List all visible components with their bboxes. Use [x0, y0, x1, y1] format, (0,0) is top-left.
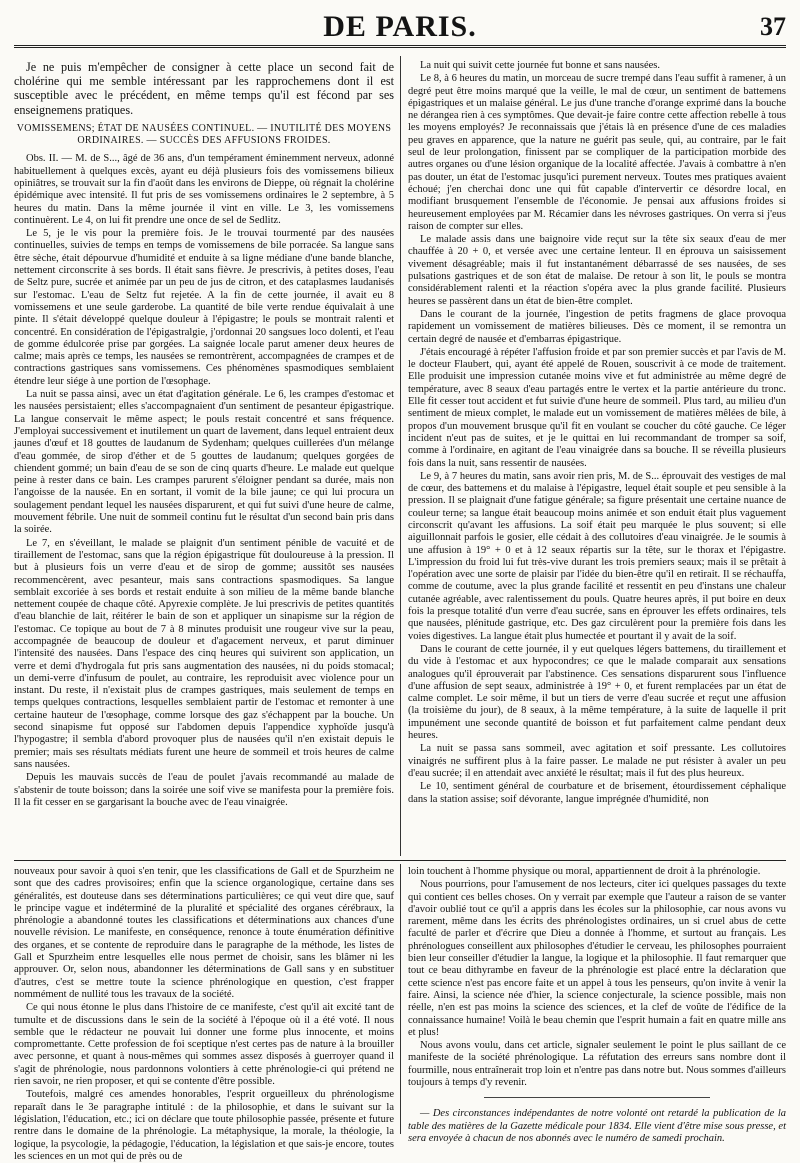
masthead-rule	[14, 45, 786, 48]
column-divider-top	[400, 56, 401, 856]
body-paragraph: Le 7, en s'éveillant, le malade se plaignit d'un sentiment pénible de vacuité et de tiraillement de l'estomac, sans que la région épigastrique fût douloureuse à la pression. Il but à plusieurs fois un verre d'eau et de sirop de gomme; aussitôt ses nausées recommencèrent, avec pesanteur, mais sans contractions spasmodiques. Sa langue semblait excoriée à ses bords et restait enduite à son milieu de la même bande blanche nettement coupée de chaque côté. Apyrexie complète. Je lui prescrivis de petites quantités d'eau blanchie de lait, réitérer le bain de son et appliquer un sinapisme sur la région de l'estomac. Ce topique au bout de 7 à 8 minutes produisit une rougeur vive sur la peau, accompagnée de beaucoup de douleur et d'agacement nerveux, et parut diminuer l'intensité des nausées. Dans l'espace des cinq heures qui suivirent son application, un verre et demi d'hydrogala fut pris sans augmentation des nausées, ni du poids stomacal; un demi-verre d'infusum de poulet, au contraire, les reproduisit avec violence pour un instant. Du reste, il n'existait plus de crampes gastriques, mais seulement de temps en temps quelques contractions, lesquelles semblaient partir de l'estomac et remonter à une certaine hauteur de l'œsophage, comme lorsque des gaz s'échappent par la bouche. Un second sinapisme fut opposé sur l'abdomen depuis l'appendice xyphoïde jusqu'à l'hypogastre; il sembla d'abord provoquer plus de nausées qu'il n'en existait depuis le premier; mais ses résultats médiats furent une heure de sommeil et trois heures de calme sans nausées.	[14, 537, 394, 770]
editorial-note: — Des circonstances indépendantes de notre volonté ont retardé la publication de la table des matières de la Gazette médicale pour 1834. Elle vient d'être mise sous presse, et sera envoyée à chacun de nos abonnés avec le numéro de samedi prochain.	[408, 1108, 786, 1144]
body-paragraph: Nous pourrions, pour l'amusement de nos lecteurs, citer ici quelques passages du texte qui contient ces belles choses. On y verrait par exemple que l'auteur a raison de se vanter d'avoir oublié tout ce qu'il a appris dans les écoles sur la philosophie, car nous avons vu rarement, même dans les écrits des phrénologistes ordinaires, un si cruel abus de cette faculté de parler et d'écrire que Dieu a donnée à l'homme, et surtout au français. Les phrénologues conseillent aux philosophes d'étudier le cerveau, les philosophes pourraient bien leur conseiller d'étudier la langue, la logique et la philosophie. Il faut remarquer que tout ce beau dithyrambe en faveur de la phrénologie est placé entre la déclaration que cette science n'est pas encore faite et un appel à tous les penseurs, qu'on invite à venir la faire. Ainsi, la science née d'hier, la science conjecturale, la science possible, mais non réelle, n'en est pas moins la science des sciences, et la clef de voûte de l'édifice de la connaissance humaine! Voilà le beau chemin que l'esprit humain a fait en quatre mille ans et plus!	[408, 879, 786, 1038]
body-paragraph: Le 9, à 7 heures du matin, sans avoir rien pris, M. de S... éprouvait des vestiges de mal de cœur, des battemens et du malaise à l'épigastre, lequel était souple et peu sensible à la pression. Il se plaignait d'une fatigue générale; sa figure présentait une certaine nuance de couleur terne; sa langue était beaucoup moins animée et son enduit était plus vaguement circonscrit qu'avant les affusions. La soif était peu marquée le plus souvent; si elle aiguillonnait parfois le gosier, elle cédait à des collutoires d'eau vinaigrée. Je le soumis à une affusion à 19° + 0 et à 12 seaux répartis sur la tête, sur le thorax et l'épigastre. L'impression du froid lui fut très-vive durant les trois premiers seaux; mais il se prêtait à l'opération avec une sorte de plaisir par l'idée du bien-être qu'il en retirait. Il se réchauffa, comme de coutume, avec la plus grande facilité et ressentit en peu d'instans une chaleur cutanée agréable, avec ralentissement du pouls. Quatre heures après, il put boire en deux fois la presque totalité d'un verre d'eau sucrée, sans en éprouver les effets ordinaires, tels que nausées, plénitude gastrique, etc. Des gaz circulèrent pour la première fois dans les voies digestives. La langue était plus humectée et pourtant il y avait de la soif.	[408, 470, 786, 642]
body-paragraph: Depuis les mauvais succès de l'eau de poulet j'avais recommandé au malade de s'abstenir de toute boisson; dans la soirée une soif vive se manifesta pour la première fois. Il la fit cesser en se gargarisant la bouche avec de l'eau vinaigrée.	[14, 772, 394, 808]
page-number: 37	[760, 12, 786, 41]
right-column-top	[408, 60, 786, 855]
body-paragraph: J'étais encouragé à répéter l'affusion froide et par son premier succès et par l'avis de M. le docteur Flaubert, qui, ayant été appelé de Rouen, souscrivit à ce mode de traitement. Elle produisit une impression cutanée moins vive et fut administrée au même degré de température, avec 8 seaux d'eau partagés entre le vertex et la partie antérieure du tronc. Elle fit cesser tout accident et fut suivie d'une heure de sommeil. Plus tard, au milieu d'un sentiment de mieux complet, le malade eut un vomissement de matières mêlées de bile, à propos d'un mouvement brusque qu'il fit en voulant se coucher du côté gauche. Ce léger incident n'eut pas de suites, et je le quittai en lui recommandant de tromper sa soif, comme à l'ordinaire, en agitant de l'eau vinaigrée dans sa bouche. Il se réveilla plusieurs fois dans la nuit, sans ressentir de nausées.	[408, 346, 786, 469]
body-paragraph: Nous avons voulu, dans cet article, signaler seulement le point le plus saillant de ce manifeste de la société phrénologique. La réfutation des erreurs sans nombre dont il fourmille, nous entraînerait trop loin et n'entre pas dans notre but. Nous sommes d'ailleurs toujours à temps d'y revenir.	[408, 1040, 786, 1089]
body-paragraph: Toutefois, malgré ces amendes honorables, l'esprit orgueilleux du phrénologisme reparaît dans le 3e paragraphe intitulé : de la philosophie, et dans le suivant sur la législation, l'éducation, etc.; ici on déclare que toute philosophie passée, présente et future rentre dans le domaine de la phrénologie. La métaphysique, la morale, la théologie, la logique, la psycologie, la pédagogie, l'éducation, la législation et que sais-je encore, toutes les sciences en un mot qui de près ou de	[14, 1089, 394, 1162]
column-divider-bottom	[400, 864, 401, 1134]
intro-paragraph: Je ne puis m'empêcher de consigner à cette place un second fait de cholérine qui me semble intéressant par les rapprochemens dont il est susceptible avec le précédent, en même temps qu'il est fécond par ses enseignemens pratiques.	[14, 60, 394, 117]
body-paragraph: La nuit qui suivit cette journée fut bonne et sans nausées.	[420, 60, 660, 71]
left-column-bottom	[14, 866, 394, 1162]
observation-heading: VOMISSEMENS; ÉTAT DE NAUSÉES CONTINUEL. — INUTILITÉ DES MOYENS ORDINAIRES. — SUCCÈS DES AFFUSIONS FROIDES.	[16, 122, 392, 147]
body-paragraph: La nuit se passa sans sommeil, avec agitation et soif pressante. Les collutoires vinaigrés ne suffirent plus à la faire passer. Le malade ne put résister à avaler un peu d'eau sucrée; il en attendait avec anxiété le résultat; mais il fut des plus heureux.	[408, 743, 786, 779]
right-column-bottom	[408, 866, 786, 1144]
newspaper-title: DE PARIS.	[323, 10, 477, 43]
body-paragraph: Le 8, à 6 heures du matin, un morceau de sucre trempé dans l'eau suffit à ramener, à un degré peut être moins marqué que la veille, le mal de cœur, un sentiment de battemens épigastriques et un malaise général. Le jus d'une tranche d'orange exprimé dans la bouche ne dérangea rien à ces symptômes. Que devait-je faire contre cette affection rebelle à tous les moyens employés? Je reconnaissais que j'étais là en présence d'une de ces maladies peu graves en apparence, que la nature ne guérit pas seule, qui, au contraire, par le fait seul de leur prolongation, finissent par se compliquer de la participation morbide des autres organes ou d'une lésion organique de la localité affectée. J'avais à combattre à n'en pas douter, un état de l'estomac jusqu'ici purement nerveux. Toutes mes pratiques avaient échoué; j'en cherchai donc une qui fût capable d'intervertir ce désordre local, en modifiant brusquement l'ensemble de l'économie. Je pensai aux affusions froides si heureusement employées par M. Récamier dans les névroses gastriques. On verra si j'eus raison de compter sur elles.	[408, 73, 786, 232]
body-paragraph: Dans le courant de la journée, l'ingestion de petits fragmens de glace provoqua rapidement un vomissement de matières bilieuses. Dès ce moment, il se remontra un certain degré de nausée et d'embarras épigastrique.	[408, 308, 786, 345]
body-paragraph: Ce qui nous étonne le plus dans l'histoire de ce manifeste, c'est qu'il ait excité tant de tumulte et de discussions dans le sein de la société à l'époque où il a été voté. Il nous semble que le rédacteur ne pouvait lui donner une forme plus innocente, et moins compromettante. Cette profession de foi sceptique n'est certes pas de nature à la brouiller avec personne, et quant à nous-mêmes qui sommes assez disposés à guerroyer quand il s'agit de phrénologie, nous pardonnons volontiers à cette phrénologie-ci qui prétend ne rien savoir, ne rien proposer, et qui se contente d'être possible.	[14, 1002, 394, 1088]
body-paragraph: loin touchent à l'homme physique ou moral, appartiennent de droit à la phrénologie.	[408, 866, 761, 877]
body-paragraph: Le 5, je le vis pour la première fois. Je le trouvai tourmenté par des nausées continuelles, suivies de temps en temps de vomissemens de bile porracée. Sa langue sans être sèche, était dépourvue d'humidité et enduite à sa ligne médiane d'une bande blanche, nettement circonscrite à ses bords. Il était sans fièvre. Je prescrivis, à petites doses, l'eau de Seltz pure, sucrée et animée par un peu de jus de citron, et des cataplasmes laudanisés sur l'estomac. L'eau de Seltz fut rejetée. A la fin de cette journée, il avait eu 8 vomissemens et une seule garderobe. La quantité de bile verte rendue équivalait à une pinte. Il s'était développé quelque douleur à l'épigastre; le pouls se montrait ralenti et concentré. En considération de l'épigastralgie, j'ordonnai 20 sangsues loco dolenti, et l'eau de gomme édulcorée prise par gorgées. La saignée locale parut amener deux heures de calme; mais après ce temps, les nausées se remontrèrent, accompagnées de crampes et de contractions gastriques sans vomissemens. Ces phénomènes spasmodiques semblaient étendre leur siége à une portion de l'œsophage.	[14, 228, 394, 387]
left-column-top	[14, 60, 394, 855]
body-paragraph: Obs. II. — M. de S..., âgé de 36 ans, d'un tempérament éminemment nerveux, adonné habituellement à quelques excès, ayant eu déjà plusieurs fois des vomissemens bilieux opiniâtres, se trouvait sur la fin d'août dans les environs de Dieppe, où régnait la cholérine épidémique avec intensité. Il fut pris de ses vomissemens ordinaires le 2 septembre, à 5 heures du matin. Dans la même journée il vint en ville. Le 3, les vomissemens continuèrent. Le 4, on lui fit prendre une once de sel de Sedlitz.	[14, 153, 394, 226]
body-paragraph: Le 10, sentiment général de courbature et de brisement, étourdissement céphalique dans la station assise; soif dévorante, langue imprégnée d'humidité, non	[408, 781, 786, 805]
body-paragraph: La nuit se passa ainsi, avec un état d'agitation générale. Le 6, les crampes d'estomac et les nausées persistaient; elles s'accompagnaient d'un sentiment de pesanteur épigastrique. La langue conservait le même aspect; le pouls restait concentré et sans fréquence. J'employai successivement et inutilement un quart de lavement, dans lequel entraient deux jaunes d'œuf et 18 gouttes de laudanum de Sydenham; quelques cuillerées d'un mélange d'eau gommée, de sirop d'éther et de 5 gouttes de laudanum; quelques gorgées de chiendent gommé; un bain d'eau de se son de cinq quarts d'heure. Le malade eut quelque peine à rester dans ce bain. Les crampes parurent s'éloigner pendant sa durée, mais non l'angoisse de la nausée. En en sortant, il vomit de la bile jaune; ce qui lui procura un soulagement pendant lequel les nausées disparurent, et qui fut suivi d'une heure de calme, mouvement fébrile. Une nuit de sommeil continu fut le résultat d'un second bain pris dans la soirée.	[14, 389, 394, 536]
masthead	[14, 8, 786, 48]
body-paragraph: Le malade assis dans une baignoire vide reçut sur la tête six seaux d'eau de mer chauffée à 20 + 0, et versée avec une certaine lenteur. Il en éprouva un saisissement vivement désagréable; mais il fut instantanément débarrassé de ses nausées, de ses pulsations gastriques et de son état de malaise. De retour à son lit, le pouls se montra considérablement ralenti et la réaction s'opéra avec la plus grande facilité. Plusieurs heures se passèrent dans un état de bien-être complet.	[408, 234, 786, 307]
body-paragraph: Dans le courant de cette journée, il y eut quelques légers battemens, du tiraillement et du vide à l'estomac et aux hypocondres; ce que le malade comparait aux sensations analogues qu'il éprouverait par l'abstinence. Ces sensations disparurent sous l'influence d'une affusion de sept seaux, administrée à 19° + 0, et furent remplacées par un état de calme complet. Le soir même, il but un tiers de verre d'eau sucrée et reçut une affusion (la troisième du jour), de 8 seaux, à la même température, à la suite de laquelle il prit impunément une seconde quantité de boisson et fut parfaitement calme pendant deux heures.	[408, 643, 786, 742]
body-paragraph: nouveaux pour savoir à quoi s'en tenir, que les classifications de Gall et de Spurzheim ne sont que des cadres provisoires; enfin que la science organologique, certaine dans ses généralités, est douteuse dans ses déterminations particulières; ce qui veut dire que, sauf le principe vague et indéterminé de la pluralité et spécialité des organes cérébraux, la phrénologie a abandonné toutes les classifications et déterminations aux chances d'une nouvelle révision. Le manifeste, en conséquence, renonce à toute énumération définitive des organes, et se contente de reproduire dans le paragraphe de la méthode, les listes de Gall et Spurzheim entre lesquelles elle nous permet de choisir, sans les blâmer ni les approuver. Or, selon nous, abandonner les déterminations de Gall sans y en substituer d'autres, c'est se mettre toute la science phrénologique en question, c'est frapper nommément de nullité tous les travaux de la société.	[14, 866, 394, 1000]
note-separator	[484, 1097, 711, 1098]
section-divider	[14, 860, 786, 861]
